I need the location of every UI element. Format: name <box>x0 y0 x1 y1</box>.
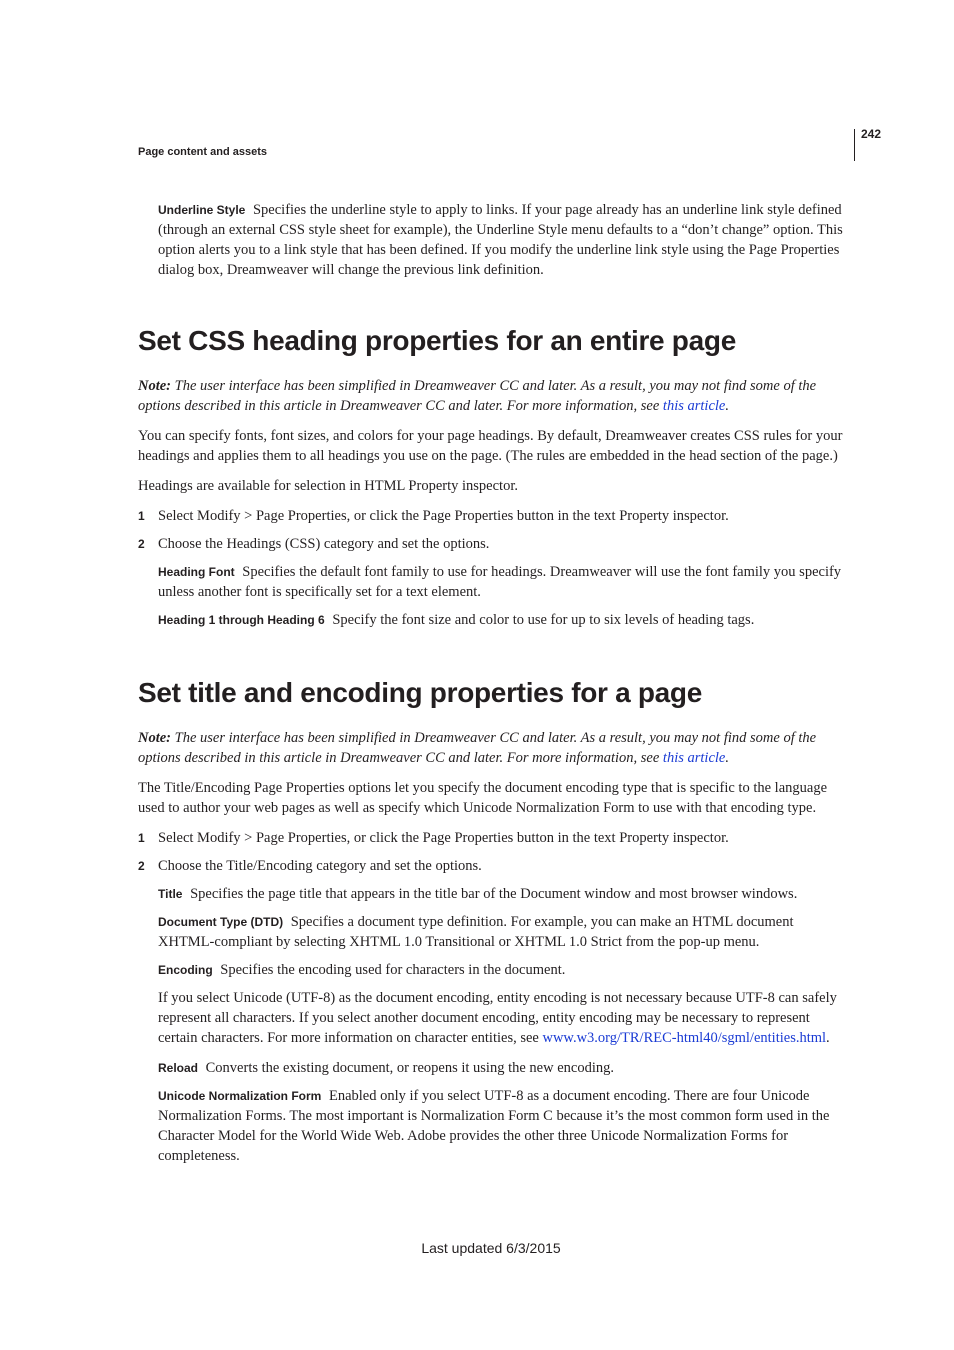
w3-entities-link[interactable]: www.w3.org/TR/REC-html40/sgml/entities.html <box>542 1030 827 1046</box>
note-label: Note: <box>138 378 172 394</box>
note <box>138 376 850 416</box>
encoding-text: If you select Unicode (UTF-8) as the document encoding, entity encoding is not necessary because UTF-8 can safely represent all characters. If you select another document encoding, entity encoding may be necessary to represent certain characters. For more information on character entities, see <box>158 990 837 1046</box>
definition-term: Heading Font <box>158 565 235 579</box>
step-item <box>138 534 850 554</box>
definition-term: Underline Style <box>158 203 246 217</box>
running-head: Page content and assets <box>138 146 267 158</box>
definition <box>158 610 850 630</box>
note <box>138 728 850 768</box>
definition-term: Document Type (DTD) <box>158 915 284 929</box>
note-label: Note: <box>138 730 172 746</box>
last-updated: Last updated 6/3/2015 <box>421 1240 561 1256</box>
step-number: 1 <box>138 831 145 845</box>
encoding-paragraph <box>158 988 850 1048</box>
page-content <box>138 200 850 1174</box>
definition <box>158 1086 850 1166</box>
step-text: Select Modify > Page Properties, or click the Page Properties button in the text Property inspector. <box>158 508 729 524</box>
step-text: Choose the Headings (CSS) category and set the options. <box>158 536 490 552</box>
definition <box>158 562 850 602</box>
section-heading-encoding: Set title and encoding properties for a page <box>138 677 702 708</box>
paragraph: You can specify fonts, font sizes, and colors for your page headings. By default, Dreamweaver creates CSS rules for your headings and applies them to all headings you use on the page. (The rules are embedded in the head section of the page.) <box>138 428 843 464</box>
note-end: . <box>725 398 729 414</box>
step-item <box>138 856 850 876</box>
definition-text: Specifies the default font family to use for headings. Dreamweaver will use the font family you specify unless another font is specifically set for a text element. <box>158 564 842 600</box>
step-text: Select Modify > Page Properties, or click the Page Properties button in the text Property inspector. <box>158 830 729 846</box>
definition-text: Specifies the encoding used for characters in the document. <box>220 962 566 978</box>
definition-text: Specifies the underline style to apply to links. If your page already has an underline link style defined (through an external CSS style sheet for example), the Underline Style menu defaults to a “don’t change” option. This option alerts you to a link style that has been defined. If you modify the underline link style using the Page Properties dialog box, Dreamweaver will change the previous link definition. <box>158 202 843 278</box>
definition-term: Title <box>158 887 183 901</box>
paragraph: The Title/Encoding Page Properties options let you specify the document encoding type that is specific to the language used to author your web pages as well as specify which Unicode Normalization Form to use with that encoding type. <box>138 780 828 816</box>
definition-term: Unicode Normalization Form <box>158 1089 322 1103</box>
definition-text: Specifies a document type definition. For example, you can make an HTML document XHTML-compliant by selecting XHTML 1.0 Transitional or XHTML 1.0 Strict from the pop-up menu. <box>158 914 794 950</box>
definition-text: Specify the font size and color to use for up to six levels of heading tags. <box>332 612 755 628</box>
definition <box>158 884 850 904</box>
step-number: 2 <box>138 859 145 873</box>
definition-term: Encoding <box>158 963 213 977</box>
page-number: 242 <box>861 127 882 141</box>
this-article-link[interactable]: this article <box>662 398 726 414</box>
note-text: The user interface has been simplified in Dreamweaver CC and later. As a result, you may not find some of the options described in this article in Dreamweaver CC and later. For more information, see <box>138 378 817 414</box>
encoding-end: . <box>826 1030 830 1046</box>
definition <box>158 960 850 980</box>
underline-style-definition <box>158 200 850 280</box>
definition-term: Reload <box>158 1061 199 1075</box>
step-item <box>138 506 850 526</box>
definition <box>158 912 850 952</box>
step-item <box>138 828 850 848</box>
paragraph: Headings are available for selection in HTML Property inspector. <box>138 478 518 494</box>
header-rule <box>854 129 855 161</box>
step-number: 2 <box>138 537 145 551</box>
definition-text: Converts the existing document, or reopens it using the new encoding. <box>205 1060 614 1076</box>
definition <box>158 1058 850 1078</box>
this-article-link[interactable]: this article <box>662 750 726 766</box>
step-text: Choose the Title/Encoding category and set the options. <box>158 858 482 874</box>
note-end: . <box>725 750 729 766</box>
footer <box>0 1240 954 1256</box>
definition-text: Specifies the page title that appears in the title bar of the Document window and most browser windows. <box>190 886 798 902</box>
note-text: The user interface has been simplified in Dreamweaver CC and later. As a result, you may not find some of the options described in this article in Dreamweaver CC and later. For more information, see <box>138 730 817 766</box>
definition-text: Enabled only if you select UTF-8 as a document encoding. There are four Unicode Normalization Forms. The most important is Normalization Form C because it’s the most common form used in the Character Model for the World Wide Web. Adobe provides the other three Unicode Normalization Forms for completeness. <box>158 1088 830 1164</box>
definition-term: Heading 1 through Heading 6 <box>158 613 325 627</box>
step-number: 1 <box>138 509 145 523</box>
section-heading-css: Set CSS heading properties for an entire page <box>138 325 736 356</box>
